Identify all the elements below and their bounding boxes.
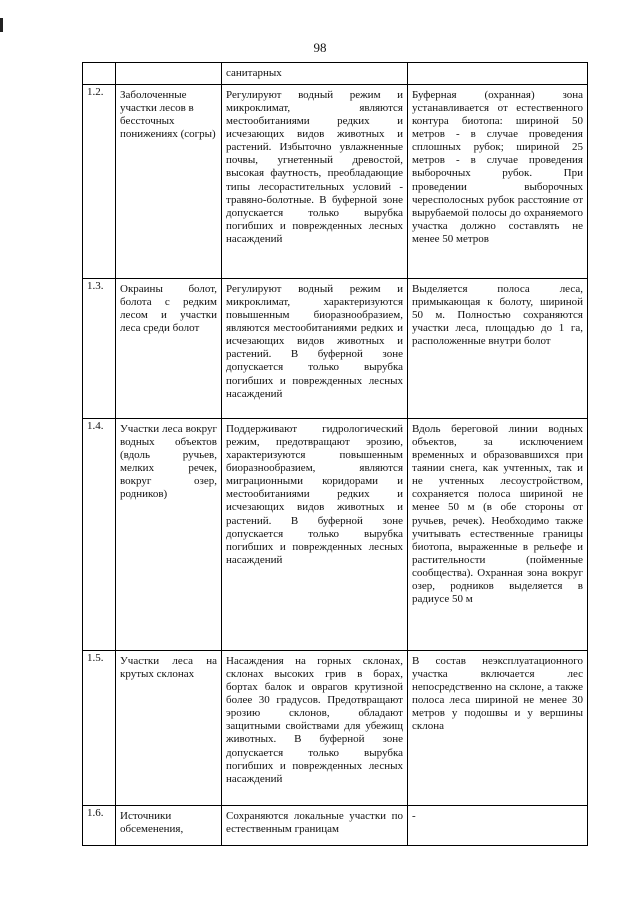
cell-function-text: Поддерживают гидрологический режим, предотвращают эрозию, характеризуются повышенным биоразнообразием, являются миграционными коридорами и местообитаниями редких и исчезающих видов животных и растений. В буферной зоне допускается только вырубка погибших и поврежденных лесных насаждений	[226, 423, 403, 566]
cell-num: 1.2.	[83, 85, 116, 279]
table-row	[83, 651, 588, 806]
cell-buffer	[408, 419, 588, 651]
cell-num	[83, 63, 116, 85]
cell-buffer-text: -	[412, 810, 416, 822]
table-row-continuation	[83, 63, 588, 85]
cell-buffer	[408, 85, 588, 279]
cell-function: санитарных	[222, 63, 408, 85]
cell-name-text: Заболоченные участки лесов в бессточных понижениях (согры)	[120, 89, 216, 141]
cell-function	[222, 419, 408, 651]
cell-name-text: Участки леса вокруг водных объектов (вдоль ручьев, мелких речек, вокруг озер, родников)	[120, 423, 217, 501]
cell-function	[222, 806, 408, 846]
table-row	[83, 806, 588, 846]
cell-name	[116, 651, 222, 806]
cell-buffer	[408, 806, 588, 846]
cell-buffer-text: Выделяется полоса леса, примыкающая к болоту, шириной 50 м. Полностью сохраняются участки леса, площадью до 1 га, расположенные внутри болот	[412, 283, 583, 348]
cell-function-text: Насаждения на горных склонах, склонах высоких грив в борах, бортах балок и оврагов крутизной более 30 градусов. Предотвращают эрозию склонов, обладают защитными свойствами для убежищ животных. В буферной зоне допускается только вырубка погибших и поврежденных лесных насаждений	[226, 655, 403, 785]
cell-name-text: Источники обсеменения,	[120, 810, 184, 836]
cell-function	[222, 85, 408, 279]
scan-edge-mark	[0, 18, 3, 32]
cell-name	[116, 279, 222, 419]
page-number: 98	[313, 40, 327, 55]
cell-num: 1.3.	[83, 279, 116, 419]
cell-function-text: Регулируют водный режим и микроклимат, являются местообитаниями редких и исчезающих видов животных и растений. Избыточно увлажненные почвы, угнетенный древостой, высокая фаутность, преобладающие типы лесорастительных условий - травяно-болотные. В буферной зоне допускается только вырубка погибших и поврежденных лесных насаждений	[226, 89, 403, 245]
table-row	[83, 85, 588, 279]
table-row	[83, 419, 588, 651]
cell-name	[116, 419, 222, 651]
cell-num: 1.6.	[83, 806, 116, 846]
cell-function	[222, 651, 408, 806]
cell-name-text: Участки леса на крутых склонах	[120, 655, 217, 681]
table-row	[83, 279, 588, 419]
cell-name	[116, 806, 222, 846]
cell-num: 1.4.	[83, 419, 116, 651]
cell-buffer	[408, 651, 588, 806]
cell-function	[222, 279, 408, 419]
cell-buffer-text: Буферная (охранная) зона устанавливается от естественного контура биотопа: шириной 50 метров - в случае проведения сплошных рубок; шириной 25 метров - в случае проведения выборочных рубок. При проведении выборочных чересполосных рубок расстояние от вырубаемой полосы до охраняемого участка должно составлять не менее 50 метров	[412, 89, 583, 245]
cell-buffer	[408, 279, 588, 419]
cell-name-text: Окраины болот, болота с редким лесом и участки леса среди болот	[120, 283, 217, 335]
cell-buffer	[408, 63, 588, 85]
cell-num: 1.5.	[83, 651, 116, 806]
cell-name	[116, 85, 222, 279]
cell-function-text: Сохраняются локальные участки по естественным границам	[226, 810, 403, 836]
biotope-table	[82, 62, 588, 846]
cell-buffer-text: Вдоль береговой линии водных объектов, за исключением временных и образовавшихся при таянии снега, как учтенных, так и не учтенных лесоустройством, сохраняется полоса шириной не менее 50 м (в обе стороны от ручьев, речек). Необходимо также учитывать естественные границы биотопа, выраженные в рельефе и растительности (пойменные сообщества). Охранная зона вокруг озер, родников выделяется в радиусе 50 м	[412, 423, 583, 606]
cell-buffer-text: В состав неэксплуатационного участка включается лес непосредственно на склоне, а также полоса леса шириной не менее 30 метров у подошвы и у вершины склона	[412, 655, 583, 733]
cell-name	[116, 63, 222, 85]
cell-function-text: Регулируют водный режим и микроклимат, характеризуются повышенным биоразнообразием, являются местообитаниями редких и исчезающих видов животных и растений. В буферной зоне допускается только вырубка погибших и поврежденных лесных насаждений	[226, 283, 403, 400]
